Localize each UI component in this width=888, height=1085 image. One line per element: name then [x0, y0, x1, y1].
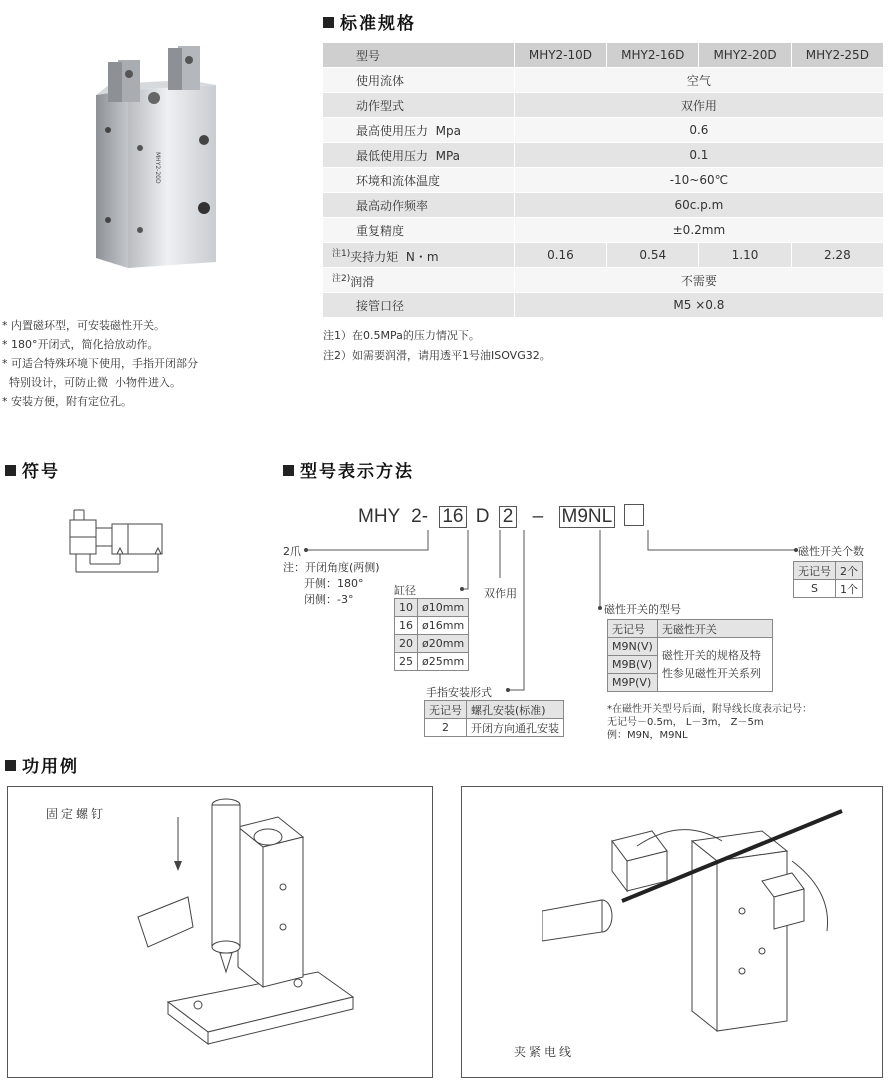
count-table [793, 561, 863, 598]
usage-right-label: 夹紧电线 [514, 1045, 575, 1059]
table-row: M9P(V) [608, 674, 773, 692]
close-angle: 闭侧：-3° [304, 593, 354, 606]
bore-label: 缸径 [394, 584, 416, 597]
table-row [323, 168, 883, 193]
table-row [323, 193, 883, 218]
table-row [323, 218, 883, 243]
row-label: 动作型式 [323, 93, 514, 118]
row-value: 不需要 [514, 268, 883, 293]
code-bore-box: 16 [439, 506, 466, 528]
spec-section-title: 标准规格 [323, 9, 416, 34]
code-action: D [475, 506, 490, 527]
feature-item: 特别设计，可防止微 小物件进入。 [2, 376, 181, 389]
section-square-icon [5, 465, 16, 476]
row-value: -10~60℃ [514, 168, 883, 193]
table-row: 25 ø25mm [395, 653, 469, 671]
row-value: 0.54 [607, 243, 699, 268]
mount-table [424, 700, 564, 737]
row-value: M5 ×0.8 [514, 293, 883, 318]
row-label: 使用流体 [323, 68, 514, 93]
row-label: 最低使用压力 MPa [323, 143, 514, 168]
table-row: S 1个 [794, 580, 863, 598]
table-row [323, 68, 883, 93]
bore-table [394, 598, 469, 671]
screw-fixing-illustration [118, 797, 378, 1067]
code-mount-box: 2 [499, 506, 518, 528]
table-row: 无记号 2个 [794, 562, 863, 580]
switch-note-2: 无记号－0.5m， L－3m， Z－5m [607, 717, 764, 728]
claws-note: 注：开闭角度(两侧) [283, 561, 380, 574]
header-model: MHY2-25D [791, 43, 883, 68]
table-row: 10 ø10mm [395, 599, 469, 617]
usage-section-title: 功用例 [5, 752, 79, 777]
section-square-icon [323, 17, 334, 28]
action-label: 双作用 [484, 587, 517, 600]
model-code-section-title: 型号表示方法 [283, 457, 414, 482]
header-model: MHY2-20D [699, 43, 791, 68]
table-row [323, 118, 883, 143]
table-row: 16 ø16mm [395, 617, 469, 635]
product-label: MHY2-20D [154, 152, 161, 184]
row-value: 0.16 [514, 243, 606, 268]
usage-left-label: 固定螺钉 [46, 807, 107, 821]
symbol-section-title: 符号 [5, 457, 60, 482]
switch-table [607, 619, 773, 692]
switch-note-1: *在磁性开关型号后面，附导线长度表示记号： [607, 704, 812, 715]
row-value: 60c.p.m [514, 193, 883, 218]
product-photo [88, 40, 238, 280]
row-label: 最高使用压力 Mpa [323, 118, 514, 143]
table-row: 2 开闭方向通孔安装 [425, 719, 564, 737]
usage-example-left [7, 786, 433, 1078]
row-value: ±0.2mm [514, 218, 883, 243]
switch-label: 磁性开关的型号 [604, 603, 681, 616]
usage-example-right [461, 786, 883, 1078]
row-value: 双作用 [514, 93, 883, 118]
code-count-box [624, 504, 644, 526]
row-label: 最高动作频率 [323, 193, 514, 218]
mount-label: 手指安装形式 [426, 686, 492, 699]
row-label: 重复精度 [323, 218, 514, 243]
header-model-label: 型号 [323, 43, 514, 68]
code-claws: 2 [411, 506, 422, 527]
spec-note-2: 注2）如需要润滑，请用透平1号油ISOVG32。 [323, 349, 551, 362]
row-value: 0.1 [514, 143, 883, 168]
open-angle: 开侧：180° [304, 577, 364, 590]
table-row [323, 93, 883, 118]
table-row: M9B(V) [608, 656, 773, 674]
code-dash: – [532, 506, 544, 527]
table-row: 无记号 无磁性开关 [608, 620, 773, 638]
spec-table [323, 43, 883, 318]
claws-label: 2爪 [283, 545, 301, 558]
table-row [323, 243, 883, 268]
spec-note-1: 注1）在0.5MPa的压力情况下。 [323, 329, 480, 342]
row-value: 2.28 [791, 243, 883, 268]
table-row [323, 143, 883, 168]
table-row: 无记号 螺孔安装(标准) [425, 701, 564, 719]
feature-item: * 内置磁环型，可安装磁性开关。 [2, 319, 165, 332]
section-square-icon [283, 465, 294, 476]
row-label: $^{注1)}$夹持力矩 N・m [323, 243, 514, 268]
row-label: 环境和流体温度 [323, 168, 514, 193]
feature-item: * 180°开闭式，简化拾放动作。 [2, 338, 159, 351]
code-dash: - [421, 506, 429, 527]
row-label: 接管口径 [323, 293, 514, 318]
feature-item: * 安装方便，附有定位孔。 [2, 395, 132, 408]
count-label: 磁性开关个数 [798, 545, 864, 558]
header-model: MHY2-10D [514, 43, 606, 68]
row-value: 1.10 [699, 243, 791, 268]
section-square-icon [5, 760, 16, 771]
wire-clamping-illustration [542, 801, 872, 1041]
model-code-string [358, 504, 644, 528]
switch-note-3: 例：M9N，M9NL [607, 730, 688, 741]
row-note-mark: 注1) [332, 248, 351, 259]
table-row: 20 ø20mm [395, 635, 469, 653]
code-switch-box: M9NL [559, 506, 616, 528]
feature-list [2, 316, 198, 411]
table-row: M9N(V) 磁性开关的规格及特 性参见磁性开关系列 [608, 638, 773, 656]
code-prefix: MHY [358, 506, 400, 527]
feature-item: * 可适合特殊环境下使用，手指开闭部分 [2, 357, 198, 370]
header-model: MHY2-16D [607, 43, 699, 68]
table-header-row [323, 43, 883, 68]
table-row [323, 268, 883, 293]
row-value: 0.6 [514, 118, 883, 143]
row-label: $^{注2)}$润滑 [323, 268, 514, 293]
table-row [323, 293, 883, 318]
row-note-mark: 注2) [332, 273, 351, 284]
row-value: 空气 [514, 68, 883, 93]
